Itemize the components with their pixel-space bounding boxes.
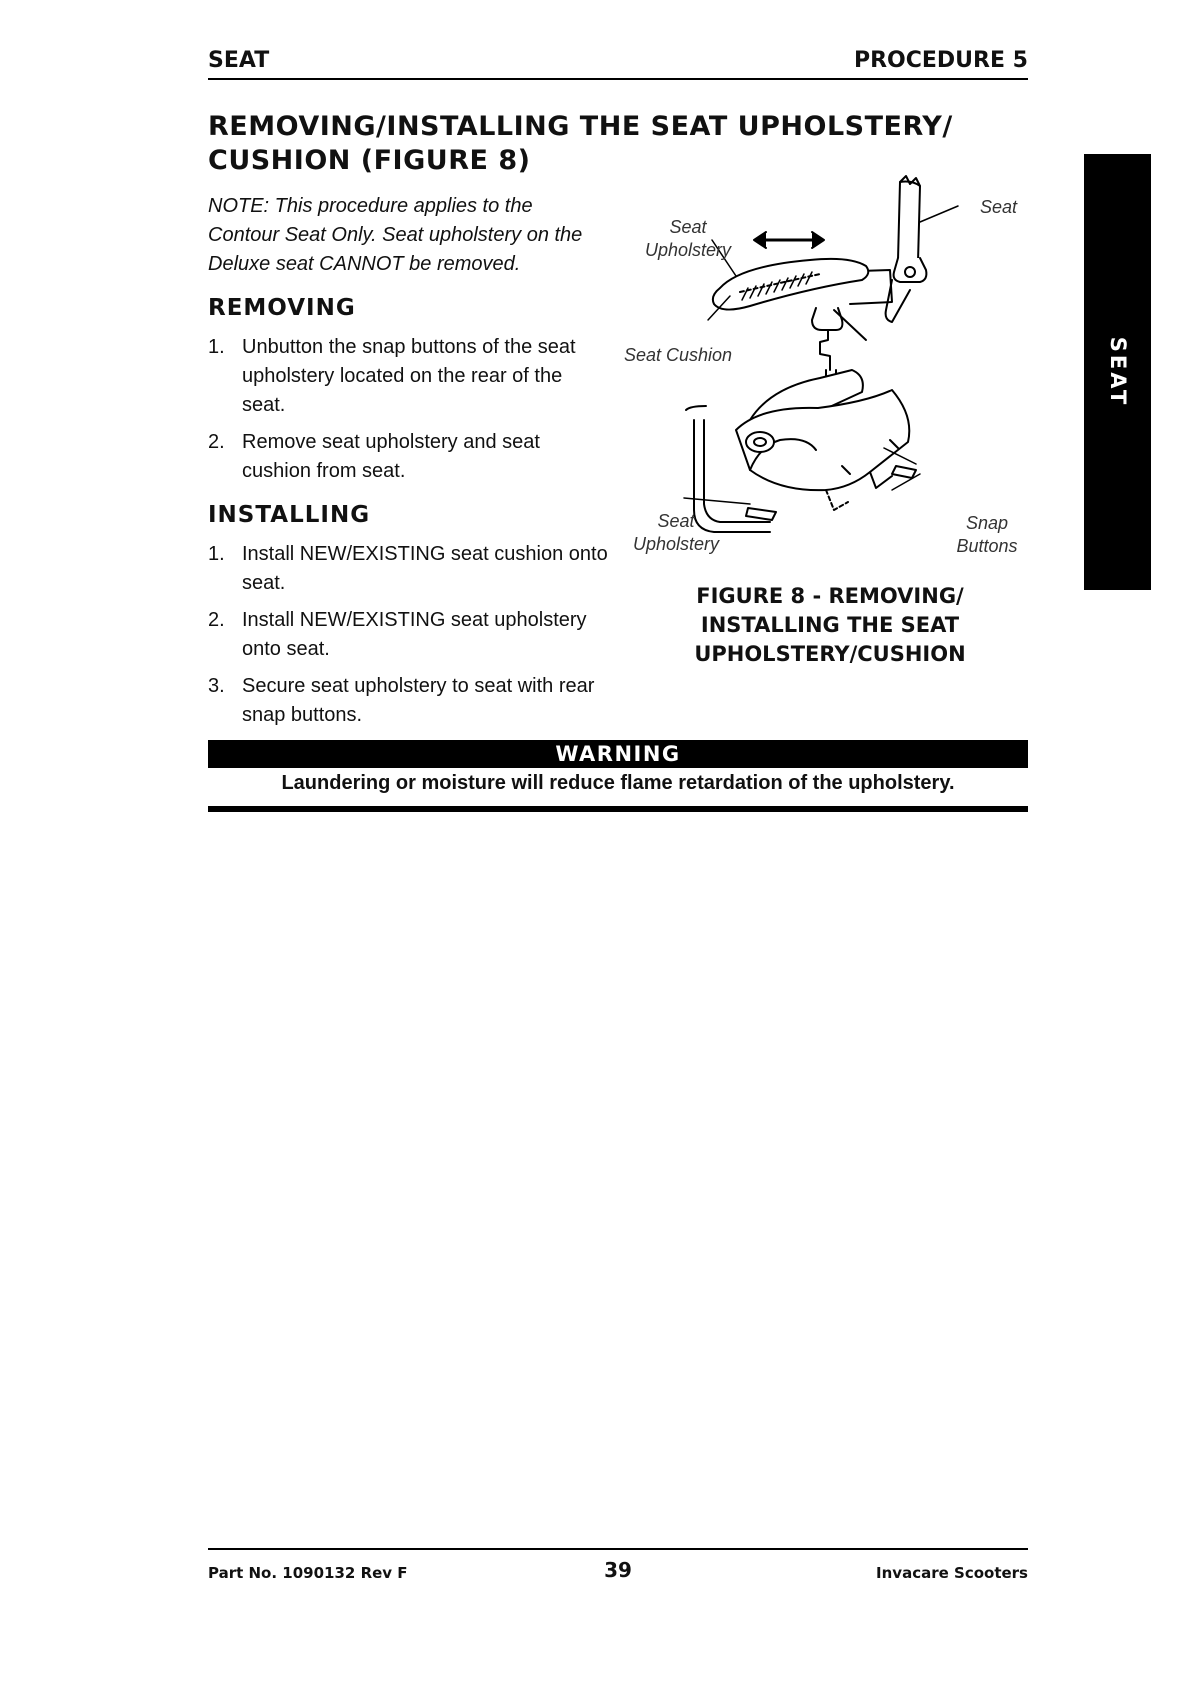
callout-line: Buttons [956, 536, 1018, 556]
warning-text: Laundering or moisture will reduce flame retardation of the upholstery. [281, 772, 955, 794]
list-item [208, 606, 608, 664]
figure-caption [660, 582, 1000, 669]
step-number: 1. [208, 543, 225, 565]
page-number: 39 [604, 1558, 632, 1582]
instructions-column [208, 192, 608, 738]
installing-steps [208, 540, 608, 730]
step-text: Unbutton the snap buttons of the seat upholstery located on the rear of the seat. [242, 336, 576, 416]
page-footer [208, 1548, 1028, 1590]
figure-8-illustration [624, 170, 1030, 580]
procedure-title [208, 110, 968, 178]
procedure-note: NOTE: This procedure applies to the Contour Seat Only. Seat upholstery on the Deluxe seat CANNOT be removed. [208, 195, 583, 275]
footer-brand: Invacare Scooters [876, 1564, 1028, 1582]
title-line-1: REMOVING/INSTALLING THE SEAT UPHOLSTERY/ [208, 111, 953, 142]
step-text: Remove seat upholstery and seat cushion from seat. [242, 431, 540, 482]
callout-line: Upholstery [644, 240, 732, 260]
removing-steps [208, 333, 608, 486]
callout-line: Snap [965, 513, 1009, 533]
step-text: Secure seat upholstery to seat with rear snap buttons. [242, 675, 595, 726]
list-item [208, 672, 608, 730]
callout-snap-buttons [952, 512, 1022, 558]
warning-box [208, 740, 1028, 812]
callout-line: Seat [669, 217, 707, 237]
footer-part-number: Part No. 1090132 Rev F [208, 1564, 408, 1582]
step-number: 1. [208, 336, 225, 358]
caption-line: FIGURE 8 - REMOVING/ [696, 584, 964, 608]
callout-line: Seat [657, 511, 695, 531]
step-number: 3. [208, 675, 225, 697]
step-text: Install NEW/EXISTING seat upholstery onto seat. [242, 609, 587, 660]
step-number: 2. [208, 609, 225, 631]
warning-title: WARNING [208, 740, 1028, 768]
list-item [208, 428, 608, 486]
side-tab [1084, 154, 1151, 590]
header-section-title: SEAT [208, 48, 270, 73]
caption-line: INSTALLING THE SEAT [700, 613, 960, 637]
callout-seat-cushion: Seat Cushion [624, 345, 733, 365]
caption-line: UPHOLSTERY/CUSHION [694, 642, 966, 666]
step-text: Install NEW/EXISTING seat cushion onto seat. [242, 543, 608, 594]
list-item [208, 540, 608, 598]
list-item [208, 333, 608, 420]
installing-heading: INSTALLING [208, 502, 371, 528]
title-line-2: CUSHION (FIGURE 8) [208, 145, 531, 176]
header-procedure: PROCEDURE 5 [853, 48, 1028, 73]
callout-seat-upholstery-top [628, 216, 748, 262]
removing-heading: REMOVING [208, 295, 356, 321]
callout-line: Upholstery [632, 534, 720, 554]
side-tab-label: SEAT [1105, 336, 1130, 408]
callout-seat: Seat [980, 197, 1018, 217]
step-number: 2. [208, 431, 225, 453]
callout-seat-upholstery-bottom [626, 510, 726, 556]
page-header [208, 44, 1028, 80]
